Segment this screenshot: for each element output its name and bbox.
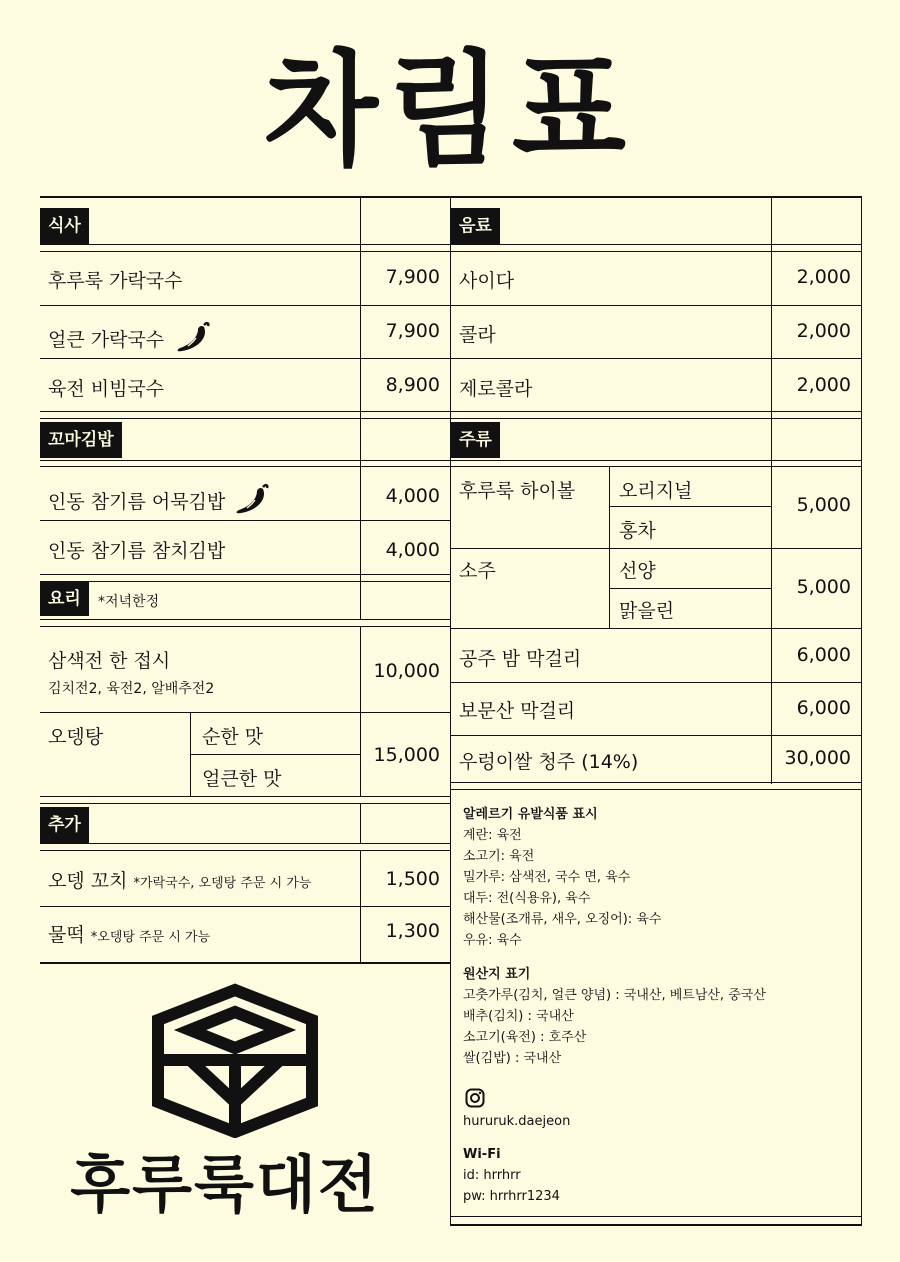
wifi-id: id: hrrhrr bbox=[463, 1168, 521, 1183]
category-liquor bbox=[451, 418, 861, 462]
origin-heading: 원산지 표기 bbox=[463, 967, 531, 982]
odeng-option-mild: 순한 맛 bbox=[202, 726, 264, 748]
brand-name: 후루룩대전 bbox=[70, 1148, 380, 1221]
food-menu-panel: 식사 후루룩 가락국수 7,900 얼큰 가락국수 7,900 육전 비빔국수 8,900 꼬마김밥 인동 참기름 어묵김밥 4,000 인동 참기름 참치김밥 4,000 요리 *저녁한정 삼색전 한 접시 김치전2, 육전2, 알배추전2 10,000 오뎅탕 순한 맛 얼큰한 맛 15,000 추가 오뎅 꼬치 *가락국수, 오뎅탕 주문 시 가능 1,500 물떡 *오뎅탕 주문 시 가능 1,300 bbox=[40, 196, 450, 964]
brand-logo-icon bbox=[150, 982, 320, 1138]
category-dish-label: 요리 bbox=[40, 582, 89, 616]
category-meal bbox=[40, 204, 450, 248]
category-kimbap-label: 꼬마김밥 bbox=[40, 422, 122, 458]
drink-menu-panel: 음료 사이다 2,000 콜라 2,000 제로콜라 2,000 주류 후루룩 하이볼 오리지널 홍차 5,000 소주 선양 맑을린 5,000 공주 밤 막걸리 6,000 보문산 막걸리 6,000 우렁이쌀 청주 (14%) 30,000 알레르기 유발식품 표시 계란: 육전 소고기: 육전 밀가루: 삼색전, 국수 면, 육수 대두: 전(식용유), 육수 해산물(조개류, 새우, 오징어): 육수 우유: 육수 원산지 표기 고춧가루(김치, 얼큰 양념) : 국내산, 베트남산, 중국산 배추(김치) : 국내산 소고기(육전) : 호주산 쌀(김밥) : 국내산 hururuk.daejeon Wi-Fi id: hrrhrr pw: hrrhrr1234 bbox=[450, 196, 862, 1226]
dish-note: *저녁한정 bbox=[98, 594, 160, 610]
page-title: 차림표 bbox=[264, 37, 636, 183]
category-meal-label: 식사 bbox=[40, 208, 89, 244]
chili-pepper-icon bbox=[174, 320, 210, 354]
category-beverage-label: 음료 bbox=[451, 208, 500, 244]
wifi-heading: Wi-Fi bbox=[463, 1147, 501, 1162]
category-dish bbox=[40, 579, 450, 623]
soju-option-malgeulrin: 맑을린 bbox=[619, 600, 675, 622]
allergy-info: 알레르기 유발식품 표시 계란: 육전 소고기: 육전 밀가루: 삼색전, 국수 면, 육수 대두: 전(식용유), 육수 해산물(조개류, 새우, 오징어): 육수 우유: 육수 bbox=[463, 804, 853, 951]
soju-option-seonyang: 선양 bbox=[619, 560, 656, 582]
odeng-option-spicy: 얼큰한 맛 bbox=[202, 768, 282, 790]
category-kimbap bbox=[40, 418, 450, 462]
category-liquor-label: 주류 bbox=[451, 422, 500, 458]
wifi-info bbox=[463, 1144, 560, 1207]
category-extra-label: 추가 bbox=[40, 807, 89, 843]
chili-pepper-icon bbox=[233, 482, 269, 516]
allergy-heading: 알레르기 유발식품 표시 bbox=[463, 807, 598, 822]
origin-info: 원산지 표기 고춧가루(김치, 얼큰 양념) : 국내산, 베트남산, 중국산 배추(김치) : 국내산 소고기(육전) : 호주산 쌀(김밥) : 국내산 bbox=[463, 964, 853, 1069]
instagram-handle: hururuk.daejeon bbox=[463, 1114, 571, 1129]
highball-option-original: 오리지널 bbox=[619, 480, 693, 502]
wifi-pw: pw: hrrhrr1234 bbox=[463, 1189, 560, 1204]
category-extra bbox=[40, 803, 450, 847]
highball-option-blacktea: 홍차 bbox=[619, 520, 656, 542]
category-beverage bbox=[451, 204, 861, 248]
instagram-icon bbox=[465, 1088, 485, 1108]
